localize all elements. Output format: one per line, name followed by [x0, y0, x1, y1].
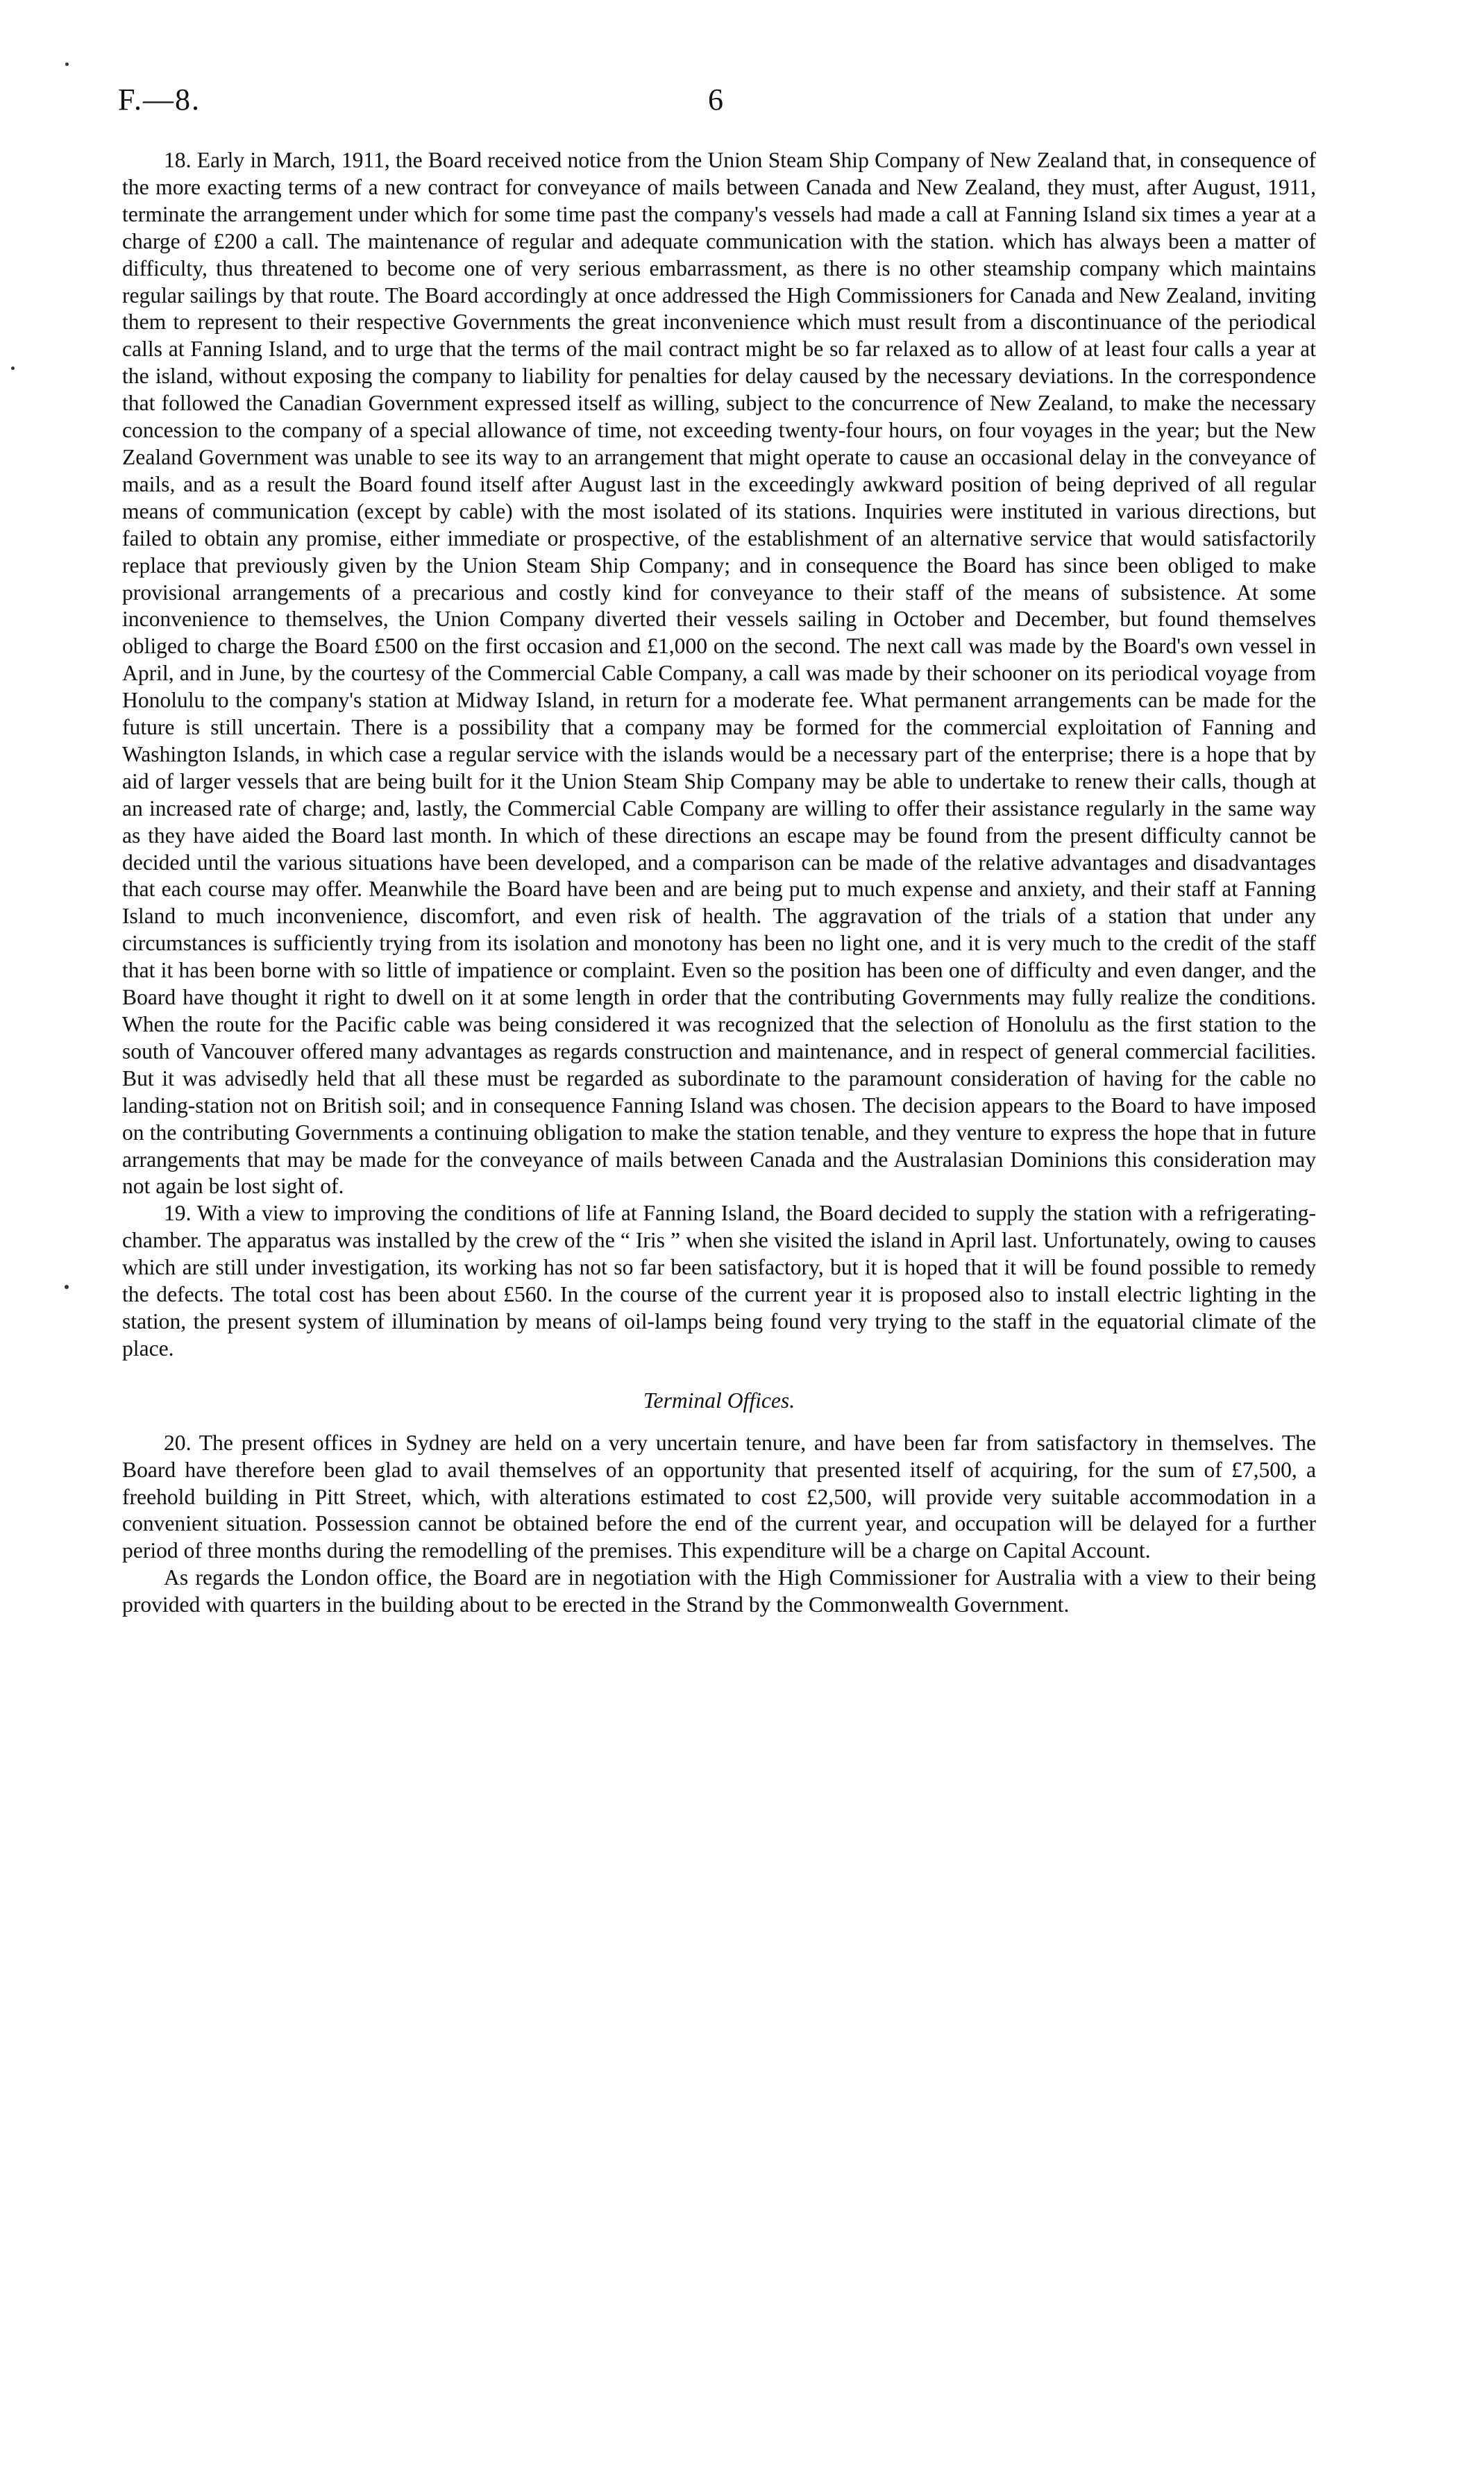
- paragraph-19: 19. With a view to improving the conditions of life at Fanning Island, the Board decided to supply the station with a refrigerating-chamber. The apparatus was installed by the crew of the “ Iris ” when she visited the island in April last. Unfortunately, owing to causes which are still under investigation, its working has not so far been satisfactory, but it is hoped that it will be found possible to remedy the defects. The total cost has been about £560. In the course of the current year it is proposed also to install electric lighting in the station, the present system of illumination by means of oil-lamps being found very trying to the staff in the equatorial climate of the place.: [122, 1201, 1316, 1361]
- section-heading: Terminal Offices.: [643, 1388, 795, 1413]
- page-header: [118, 82, 1366, 124]
- page-number: 6: [708, 83, 723, 117]
- margin-speck-mid: [65, 1285, 69, 1289]
- margin-speck-top: [65, 62, 69, 66]
- paragraph-18: 18. Early in March, 1911, the Board received notice from the Union Steam Ship Company of New Zealand that, in consequence of the more exacting terms of a new contract for conveyance of mails between Canada and New Zealand, they must, after August, 1911, terminate the arrangement under which for some time past the company's vessels had made a call at Fanning Island six times a year at a charge of £200 a call. The maintenance of regular and adequate communication with the station. which has always been a matter of difficulty, thus threatened to become one of very serious embarrassment, as there is no other steamship company which maintains regular sailings by that route. The Board accordingly at once addressed the High Commissioners for Canada and New Zealand, inviting them to represent to their respective Governments the great inconvenience which must result from a discontinuance of the periodical calls at Fanning Island, and to urge that the terms of the mail contract might be so far relaxed as to allow of at least four calls a year at the island, without exposing the company to liability for penalties for delay caused by the necessary deviations. In the correspondence that followed the Canadian Government expressed itself as willing, subject to the concurrence of New Zealand, to make the necessary concession to the company of a special allowance of time, not exceeding twenty-four hours, on four voyages in the year; but the New Zealand Government was unable to see its way to an arrangement that might operate to cause an occasional delay in the conveyance of mails, and as a result the Board found itself after August last in the exceedingly awkward position of being deprived of all regular means of communication (except by cable) with the most isolated of its stations. Inquiries were instituted in various directions, but failed to obtain any promise, either immediate or prospective, of the establishment of an alternative service that would satisfactorily replace that previously given by the Union Steam Ship Company; and in consequence the Board has since been obliged to make provisional arrangements of a precarious and costly kind for conveyance to their staff of the means of subsistence. At some inconvenience to themselves, the Union Company diverted their vessels sailing in October and December, but found themselves obliged to charge the Board £500 on the first occasion and £1,000 on the second. The next call was made by the Board's own vessel in April, and in June, by the courtesy of the Commercial Cable Company, a call was made by their schooner on its periodical voyage from Honolulu to the company's station at Midway Island, in return for a moderate fee. What permanent arrangements can be made for the future is still uncertain. There is a possibility that a company may be formed for the commercial exploitation of Fanning and Washington Islands, in which case a regular service with the islands would be a necessary part of the enterprise; there is a hope that by aid of larger vessels that are being built for it the Union Steam Ship Company may be able to undertake to renew their calls, though at an increased rate of charge; and, lastly, the Commercial Cable Company are willing to offer their assistance regularly in the same way as they have aided the Board last month. In which of these directions an escape may be found from the present difficulty cannot be decided until the various situations have been developed, and a comparison can be made of the relative advantages and disadvantages that each course may offer. Meanwhile the Board have been and are being put to much expense and anxiety, and their staff at Fanning Island to much inconvenience, discomfort, and even risk of health. The aggravation of the trials of a station that under any circumstances is sufficiently trying from its isolation and monotony has been no light one, and it is very much to the credit of the staff that it has been borne with so little of impatience or complaint. Even so the position has been one of difficulty and even danger, and the Board have thought it right to dwell on it at some length in order that the contributing Governments may fully realize the conditions. When the route for the Pacific cable was being considered it was recognized that the selection of Honolulu as the first station to the south of Vancouver offered many advantages as regards construction and maintenance, and in respect of general commercial facilities. But it was advisedly held that all these must be regarded as subordinate to the paramount consideration of having for the cable no landing-station not on British soil; and in consequence Fanning Island was chosen. The decision appears to the Board to have imposed on the contributing Governments a continuing obligation to make the station tenable, and they venture to express the hope that in future arrangements that may be made for the conveyance of mails between Canada and the Australasian Dominions this consideration may not again be lost sight of.: [122, 148, 1316, 1199]
- paragraph-london-office: As regards the London office, the Board are in negotiation with the High Commissioner for Australia with a view to their being provided with quarters in the building about to be erected in the Strand by the Commonwealth Government.: [122, 1565, 1316, 1617]
- document-reference: F.—8.: [118, 83, 201, 117]
- margin-speck-left: [11, 367, 15, 370]
- paragraph-20: 20. The present offices in Sydney are held on a very uncertain tenure, and have been far from satisfactory in themselves. The Board have therefore been glad to avail themselves of an opportunity that presented itself of acquiring, for the sum of £7,500, a freehold building in Pitt Street, which, with alterations estimated to cost £2,500, will provide very suitable accommodation in a convenient situation. Possession cannot be obtained before the end of the current year, and occupation will be delayed for a further period of three months during the remodelling of the premises. This expenditure will be a charge on Capital Account.: [122, 1430, 1316, 1563]
- document-body: [122, 147, 1316, 1619]
